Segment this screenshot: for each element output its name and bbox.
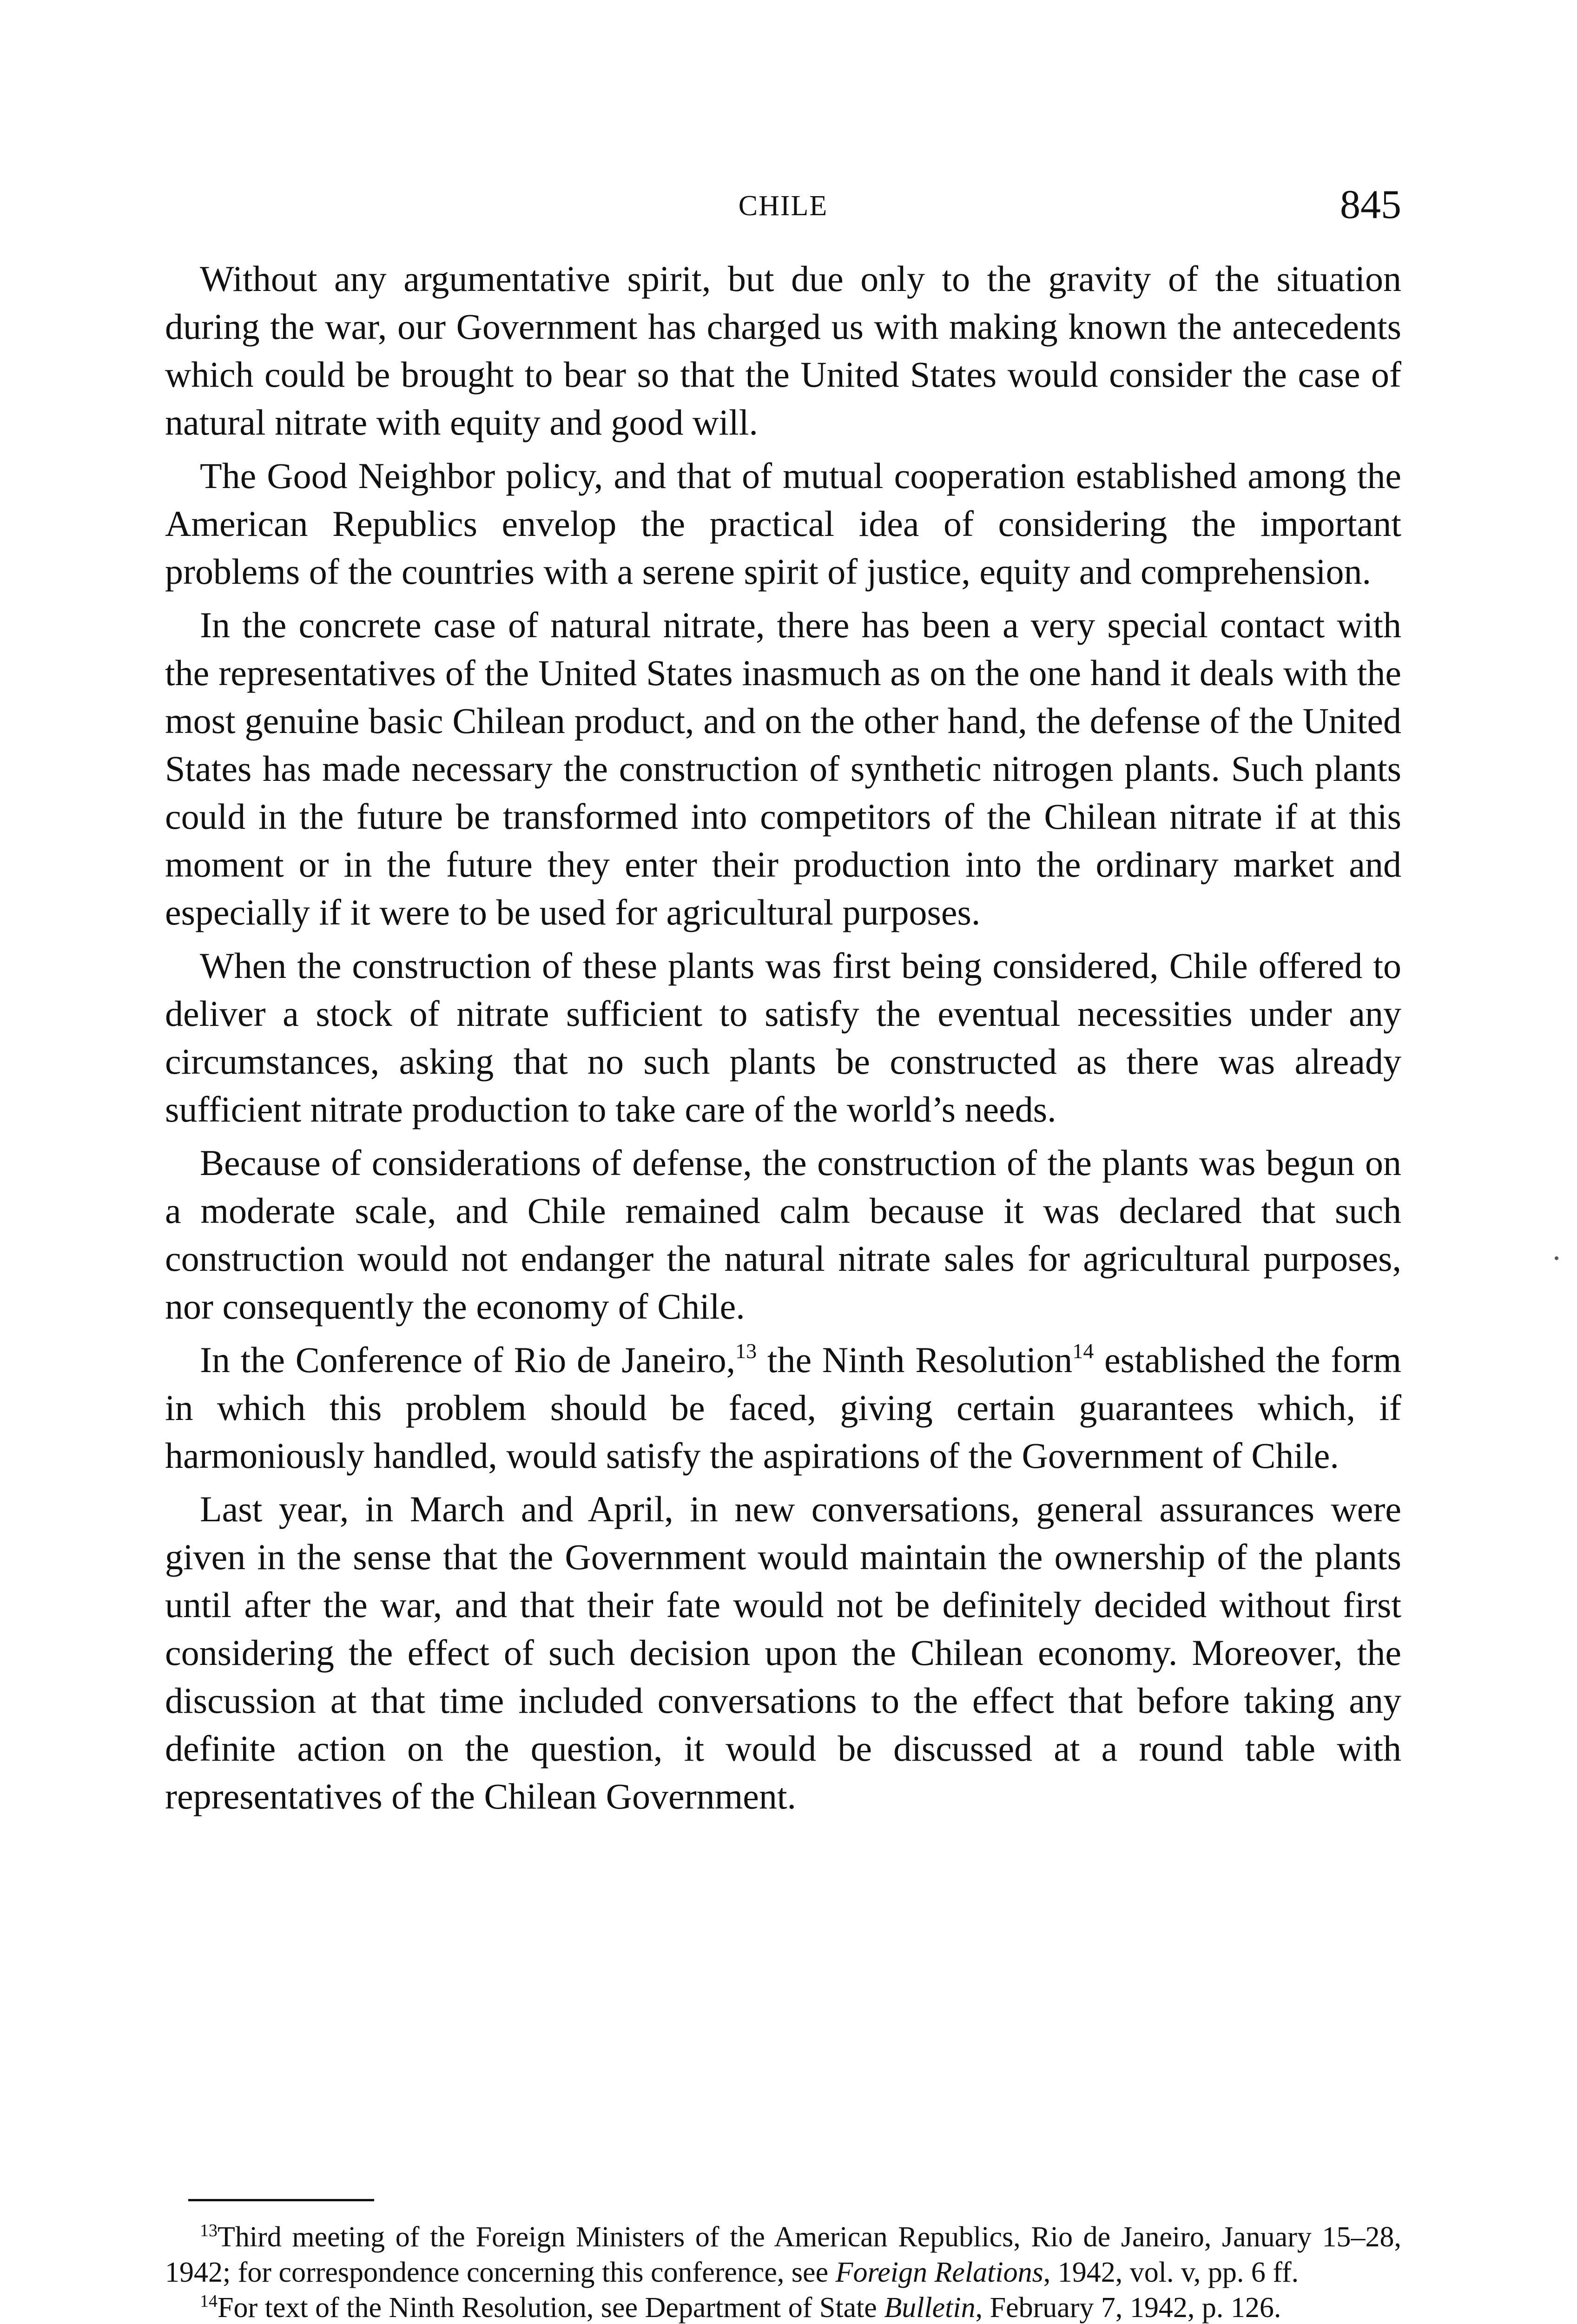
footnote-text: Third meeting of the Foreign Ministers of the American Republics, Rio de Janeiro, January 15–28, 1942; for correspondence concerning this conference, see — [165, 2221, 1401, 2288]
footnote-mark: 14 — [200, 2291, 218, 2311]
paragraph: Last year, in March and April, in new conversations, general assurances were given in the sense that the Government would maintain the ownership of the plants until after the war, and that their fate would not be definitely decided without first considering the effect of such decision upon the Chilean economy. Moreover, the discussion at that time included conversations to the effect that before taking any definite action on the question, it would be discussed at a round table with representatives of the Chilean Government. — [165, 1489, 1401, 1816]
footnote-mark: 13 — [200, 2221, 218, 2240]
running-title: CHILE — [738, 190, 828, 222]
footnote-reference-14: 14 — [1072, 1339, 1094, 1363]
paragraph-text: In the Conference of Rio de Janeiro, — [200, 1340, 736, 1380]
paragraph: The Good Neighbor policy, and that of mutual cooperation established among the American Republics envelop the practical idea of considering the important problems of the countries with a serene spirit of justice, equity and comprehension. — [165, 456, 1401, 592]
paragraph-rio-conference — [165, 1336, 1401, 1479]
footnote-italic-title: Bulletin — [884, 2292, 976, 2324]
paragraph: Because of considerations of defense, the construction of the plants was begun on a moderate scale, and Chile remained calm because it was declared that such construction would not endanger the natural nitrate sales for agricultural purposes, nor consequently the economy of Chile. — [165, 1142, 1401, 1327]
footnote-text: For text of the Ninth Resolution, see Department of State — [218, 2292, 884, 2324]
footnote-reference-13: 13 — [735, 1339, 757, 1363]
paragraph-text: established the form in which this problem should be faced, giving certain guarantees which, if harmoniously handled, would satisfy the aspirations of the Government of Chile. — [165, 1340, 1401, 1476]
footnotes — [165, 2219, 1401, 2324]
paragraph: Without any argumentative spirit, but due only to the gravity of the situation during the war, our Government has charged us with making known the antecedents which could be brought to bear so that the United States would consider the case of natural nitrate with equity and good will. — [165, 258, 1401, 442]
paragraph: When the construction of these plants was first being considered, Chile offered to deliver a stock of nitrate sufficient to satisfy the eventual necessities under any circumstances, asking that no such plants be constructed as there was already sufficient nitrate production to take care of the world’s needs. — [165, 945, 1401, 1129]
footnote-text: , February 7, 1942, p. 126. — [975, 2292, 1281, 2324]
page-number: 845 — [1340, 182, 1401, 227]
footnote-text: , 1942, vol. v, pp. 6 ff. — [1043, 2257, 1299, 2288]
footnote-13 — [165, 2219, 1401, 2290]
paragraph: In the concrete case of natural nitrate, there has been a very special contact with the representatives of the United States inasmuch as on the one hand it deals with the most genuine basic Chilean product, and on the other hand, the defense of the United States has made necessary the construction of synthetic nitrogen plants. Such plants could in the future be transformed into competitors of the Chilean nitrate if at this moment or in the future they enter their production into the ordinary market and especially if it were to be used for agricultural purposes. — [165, 605, 1401, 932]
running-head — [165, 181, 1401, 232]
footnote-rule — [188, 2199, 374, 2201]
footnote-14 — [165, 2290, 1401, 2324]
footnote-italic-title: Foreign Relations — [835, 2257, 1043, 2288]
scan-speck — [1555, 1256, 1558, 1260]
paragraph-text: the Ninth Resolution — [757, 1340, 1073, 1380]
body-text — [165, 255, 1401, 1820]
